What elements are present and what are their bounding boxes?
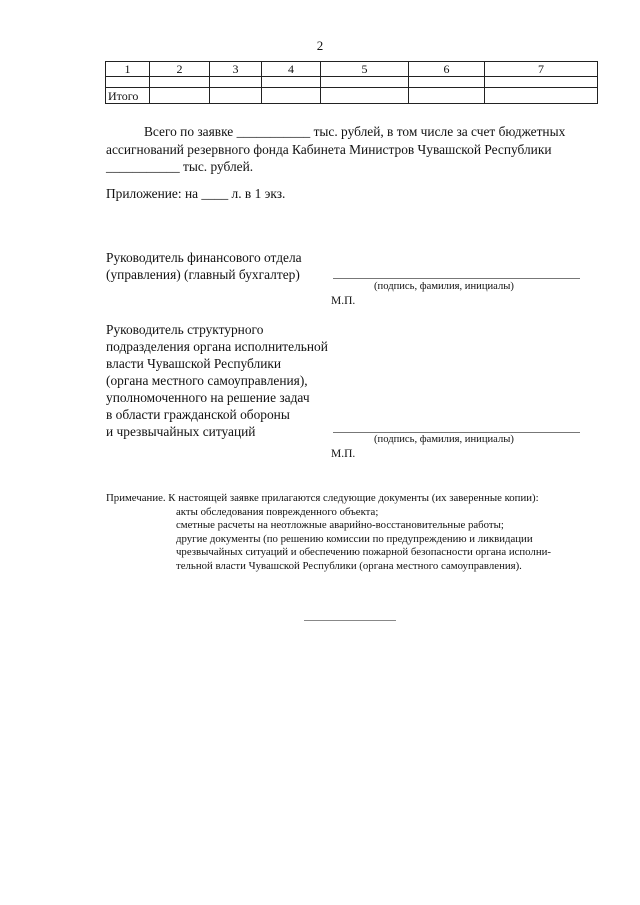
- total-line-3: ___________ тыс. рублей.: [106, 159, 254, 174]
- signature-title-civil-defense: [106, 321, 328, 440]
- signature-line: [333, 432, 580, 433]
- total-label: Итого: [106, 88, 150, 104]
- table-cell: [409, 77, 485, 88]
- note-item-cont-line: тельной власти Чувашской Республики (органа местного самоуправления).: [176, 559, 522, 572]
- table-cell: [262, 77, 321, 88]
- stamp-place: М.П.: [331, 448, 356, 460]
- table-cell: [321, 77, 409, 88]
- signature-title-finance: [106, 249, 302, 283]
- signature-line: [333, 278, 580, 279]
- signature-caption: (подпись, фамилия, инициалы): [374, 281, 514, 292]
- note-item: другие документы (по решению комиссии по предупреждению и ликвидации: [176, 532, 533, 545]
- note-list: [176, 506, 598, 547]
- note-item: сметные расчеты на неотложные аварийно-восстановительные работы;: [176, 519, 504, 531]
- signature-title-line: Руководитель структурного: [106, 322, 264, 337]
- attachment-line: Приложение: на ____ л. в 1 экз.: [106, 186, 286, 201]
- stamp-place: М.П.: [331, 295, 356, 307]
- note-item: акты обследования поврежденного объекта;: [176, 505, 379, 518]
- signature-title-line: Руководитель финансового отдела: [106, 250, 302, 265]
- signature-title-line: и чрезвычайных ситуаций: [106, 424, 256, 439]
- column-number: 7: [485, 62, 598, 77]
- note-item-cont-line: чрезвычайных ситуаций и обеспечению пожарной безопасности органа исполни-: [176, 546, 551, 558]
- table-cell: [321, 88, 409, 104]
- signature-title-line: (органа местного самоуправления),: [106, 373, 308, 388]
- note-head: Примечание. К настоящей заявке прилагаются следующие документы (их заверенные копии):: [106, 492, 539, 504]
- column-number: 1: [106, 62, 150, 77]
- signature-title-line: подразделения органа исполнительной: [106, 339, 328, 354]
- signature-title-line: власти Чувашской Республики: [106, 356, 282, 371]
- table-cell: [409, 88, 485, 104]
- note-item-continuation: [176, 546, 598, 573]
- column-number: 5: [321, 62, 409, 77]
- total-paragraph: [106, 123, 597, 176]
- table-cell: [150, 77, 210, 88]
- note-block: [106, 492, 598, 573]
- table-cell: [210, 77, 262, 88]
- table-cell: [106, 77, 150, 88]
- signature-caption: (подпись, фамилия, инициалы): [374, 434, 514, 445]
- total-line-1: Всего по заявке ___________ тыс. рублей, в том числе за счет бюджетных: [144, 124, 566, 139]
- request-table: [105, 61, 598, 104]
- signature-title-line: в области гражданской обороны: [106, 407, 290, 422]
- signature-title-line: уполномоченного на решение задач: [106, 390, 310, 405]
- table-row: [106, 77, 598, 88]
- column-number: 4: [262, 62, 321, 77]
- table-cell: [150, 88, 210, 104]
- table-cell: [262, 88, 321, 104]
- end-rule: [304, 620, 396, 621]
- page-number: 2: [316, 38, 324, 53]
- column-number: 6: [409, 62, 485, 77]
- column-number: 3: [210, 62, 262, 77]
- table-cell: [485, 88, 598, 104]
- table-cell: [485, 77, 598, 88]
- column-number: 2: [150, 62, 210, 77]
- total-line-2: ассигнований резервного фонда Кабинета Министров Чувашской Республики: [106, 141, 552, 157]
- table-total-row: [106, 88, 598, 104]
- table-cell: [210, 88, 262, 104]
- table-header-row: [106, 62, 598, 77]
- signature-title-line: (управления) (главный бухгалтер): [106, 267, 300, 282]
